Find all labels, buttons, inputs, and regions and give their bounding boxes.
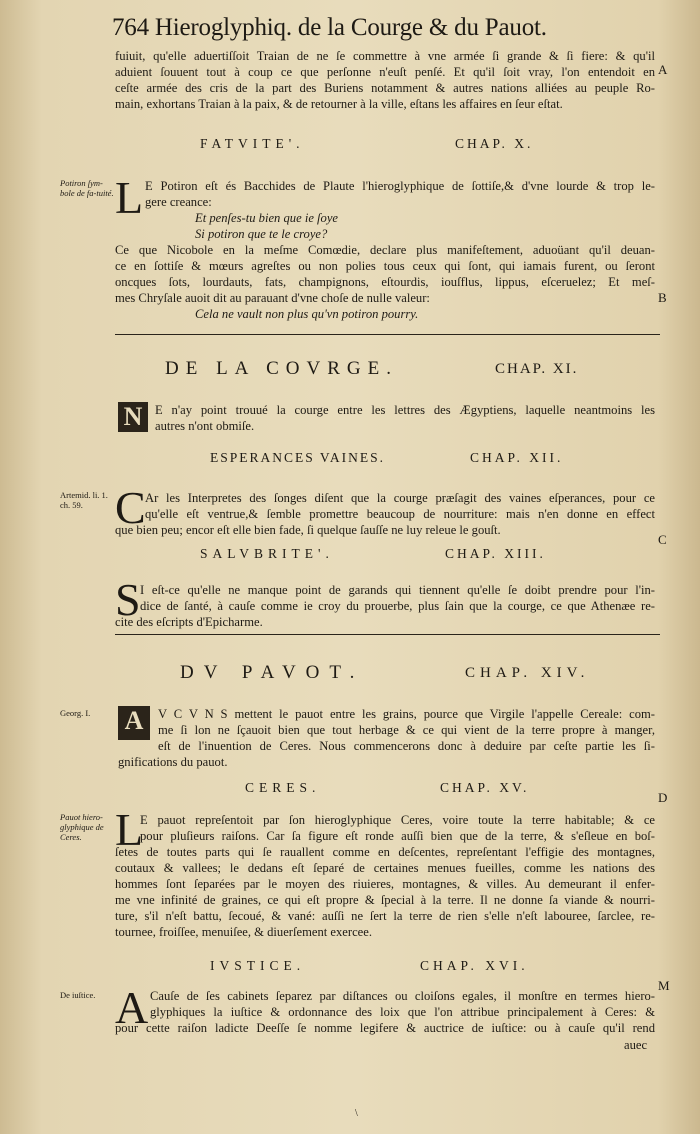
chapter-number: CHAP. XIII. xyxy=(445,546,546,561)
text-line: E Potiron eſt és Bacchides de Plaute l'hieroglyphique de ſottiſe,& d'vne lourde & trop le- xyxy=(145,179,655,193)
chapter-13-heading xyxy=(115,546,655,566)
ornamental-initial: N xyxy=(118,402,148,432)
chapter-12-heading xyxy=(115,450,655,470)
chapter-title: SALVBRITE'. xyxy=(200,546,334,561)
text-line: ceſte armée des cris de la part des Buriens notamment & autres nations alliées au peuple Ro- xyxy=(115,81,655,95)
chapter-title: DV PAVOT. xyxy=(180,662,365,683)
text-line: E pauot repreſentoit par ſon hieroglyphique Ceres, voire toute la terre habitable; & ce xyxy=(140,813,655,827)
chapter-11-heading xyxy=(115,358,655,382)
text-line: ture, s'il n'eſt battu, ſecoué, & vané: auſſi ne ſert la terre de rien s'elle n'eſt labouree, ſarclee, re- xyxy=(115,909,655,923)
chapter-10-body xyxy=(115,242,655,322)
drop-cap: S xyxy=(115,574,141,625)
margin-letter-d: D xyxy=(658,790,668,805)
chapter-16-intro xyxy=(150,988,655,1020)
chapter-15-intro xyxy=(140,812,655,844)
text-line: Ar les Interpretes des ſonges diſent que la courge præſagit des vaines eſperances, pour ce xyxy=(145,491,655,505)
section-rule xyxy=(115,634,660,635)
verse-line: Cela ne vault non plus qu'vn potiron pourry. xyxy=(195,307,419,321)
text-line: cite des eſcripts d'Epicharme. xyxy=(115,615,263,629)
text-line: aduient ſouuent tout à coup ce que perſonne n'euſt penſé. Et qu'il ſoit vray, l'on entendoit en xyxy=(115,65,655,79)
text-line: coutaux & vallees; le dedans eſt ſeparé de certaines menues fueilles, comme les nations des xyxy=(115,861,655,875)
text-line: fuiuit, qu'elle aduertiſſoit Traian de ne ſe commettre à vne armée ſi grande & ſi fiere: & qu'il xyxy=(115,49,655,63)
margin-letter-b: B xyxy=(658,290,667,305)
page-number: 764 xyxy=(112,14,149,41)
margin-note-potiron: Potiron ſym-bole de fa-tuité. xyxy=(60,178,114,198)
text-line: dice de ſanté, à cauſe comme ie croy du prouerbe, plus ſain que la courge, ce que Athenæe re- xyxy=(140,599,655,613)
margin-letter-c: C xyxy=(658,532,667,547)
text-line: pour cette raiſon ladicte Deeſſe ſe nomme legifere & auctrice de iuſtice: ou à cauſe qu'il rend xyxy=(115,1021,655,1035)
text-line: me vne infinité de graines, ce qui eſt propre & ſpecial à la terre. Il ne donne ſa viande & nourri- xyxy=(115,893,655,907)
text-line: eſt de l'inuention de Ceres. Nous commencerons donc à deduire par ceſte partie les ſi- xyxy=(158,739,655,753)
ornamental-initial: A xyxy=(118,706,150,740)
drop-cap: L xyxy=(115,804,144,855)
chapter-12-body xyxy=(115,490,655,538)
drop-cap: A xyxy=(115,982,149,1033)
chapter-title: FATVITE'. xyxy=(200,136,305,151)
drop-cap: L xyxy=(115,172,144,223)
chapter-16-heading xyxy=(115,958,655,978)
text-line: Cauſe de ſes cabinets ſeparez par diſtances ou cloiſons egales, il monſtre en termes hiero- xyxy=(150,989,655,1003)
chapter-title: IVSTICE. xyxy=(210,958,306,973)
margin-note-pauot: Pauot hiero-glyphique de Ceres. xyxy=(60,812,104,842)
text-line: gnifications du pauot. xyxy=(118,755,228,769)
text-line: V C V N S mettent le pauot entre les grains, pource que Virgile l'appelle Cereale: com- xyxy=(158,707,655,721)
running-title: Hieroglyphiq. de la Courge & du Pauot. xyxy=(154,14,547,41)
chapter-title: CERES. xyxy=(245,780,321,795)
section-rule xyxy=(115,334,660,335)
text-line: mes Chryſale auoit dit au parauant d'vne choſe de nulle valeur: xyxy=(115,291,430,305)
opening-paragraph xyxy=(115,48,655,112)
text-line: que bien peu; encor eſt elle bien fade, ſi quelque ſauſſe ne luy releue le gouſt. xyxy=(115,523,501,537)
margin-note-artemidorus: Artemid. li. 1. ch. 59. xyxy=(60,490,108,510)
text-line: autres n'ont obmiſe. xyxy=(155,419,255,433)
text-line: E n'ay point trouué la courge entre les lettres des Ægyptiens, laquelle neantmoins les xyxy=(155,403,655,417)
text-line: Ce que Nicobole en la meſme Comœdie, declare plus manifeſtement, aduoüant qu'il deuan- xyxy=(115,243,655,257)
text-line: gere creance: xyxy=(145,195,212,209)
signature-mark: \ xyxy=(355,1108,358,1119)
chapter-10-heading xyxy=(115,136,655,156)
chapter-16-body xyxy=(115,1020,655,1036)
chapter-14-body xyxy=(118,706,655,770)
drop-cap: C xyxy=(115,482,146,533)
text-line: pour pluſieurs raiſons. Car ſa figure eſt ronde auſſi bien que de la terre, & s'eſleue en boſ- xyxy=(140,829,655,843)
chapter-14-heading xyxy=(115,662,655,686)
verse-line: Si potiron que te le croye? xyxy=(195,227,328,241)
text-line: qu'elle eſt ventrue,& ſemble promettre beaucoup de nourriture: mais n'en donne en effect xyxy=(145,507,655,521)
text-line: main, exhortans Traian à la paix, & de retourner à la ville, eſtans les affaires en ſeur eſtat. xyxy=(115,97,563,111)
chapter-number: CHAP. X. xyxy=(455,136,534,151)
chapter-number: CHAP. XVI. xyxy=(420,958,529,973)
chapter-title: ESPERANCES VAINES. xyxy=(210,450,386,465)
text-line: glyphiques la iuſtice & ordonnance des loix que l'on attribue principalement à Ceres: & xyxy=(150,1005,655,1019)
margin-note-georgics: Georg. I. xyxy=(60,708,91,718)
text-line: tournee, froiſſee, menuiſee, & diuerſement exercee. xyxy=(115,925,372,939)
verse-line: Et penſes-tu bien que ie ſoye xyxy=(195,211,339,225)
text-line: oncques ſots, lourdauts, fats, champignons, eſtourdis, iouſflus, lippus, eſceruelez; Et meſ- xyxy=(115,275,655,289)
text-line: I eſt-ce qu'elle ne manque point de garands qui tiennent qu'elle ſe doibt prendre pour l'in- xyxy=(140,583,655,597)
chapter-number: CHAP. XV. xyxy=(440,780,530,795)
text-line: ce en ſottiſe & mœurs agreſtes ou non polies tous ceux qui ſont, qui iamais furent, ou ſeront xyxy=(115,259,655,273)
catchword: auec xyxy=(624,1038,648,1052)
text-line: me ſi lon ne ſçauoit bien que tout herbage & ce qui vient de la terre propre à manger, xyxy=(158,723,655,737)
margin-note-iustice: De iuſtice. xyxy=(60,990,96,1000)
chapter-number: CHAP. XIV. xyxy=(465,665,590,681)
chapter-15-heading xyxy=(115,780,655,800)
chapter-title: DE LA COVRGE. xyxy=(165,358,398,379)
running-head xyxy=(112,12,672,44)
chapter-13-body xyxy=(115,582,655,630)
text-line: hommes ſont ſeparées par le moyen des riuieres, montagnes, & villes. Au demeurant il enfer- xyxy=(115,877,655,891)
margin-letter-m: M xyxy=(658,978,670,993)
chapter-11-body xyxy=(155,402,655,434)
chapter-number: CHAP. XII. xyxy=(470,450,564,465)
chapter-10-verse xyxy=(115,210,655,242)
margin-letter-a: A xyxy=(658,62,668,77)
chapter-15-body xyxy=(115,844,655,940)
chapter-10-intro xyxy=(145,178,655,210)
text-line: ſetes de toutes parts qui ſe rauallent comme en deſcentes, repreſentant l'effigie des montagnes, xyxy=(115,845,655,859)
chapter-number: CHAP. XI. xyxy=(495,361,579,377)
